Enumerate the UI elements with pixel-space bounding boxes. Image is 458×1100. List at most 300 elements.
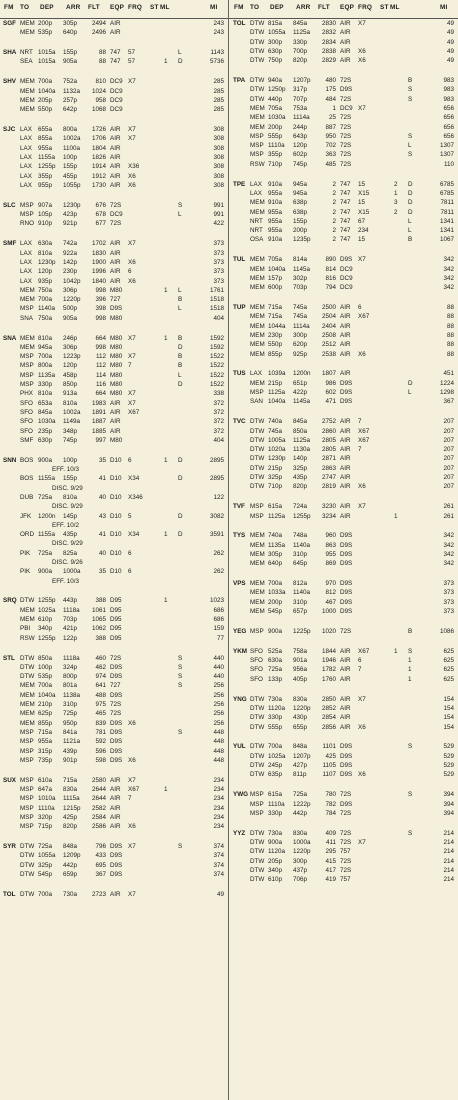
cell-eqp: M80	[110, 371, 123, 379]
cell-flt: 112	[95, 353, 106, 361]
cell-arr: 306p	[63, 343, 78, 351]
cell-to: SFO	[20, 427, 33, 435]
cell-dep: 715a	[268, 313, 283, 321]
cell-flt: 664	[95, 390, 106, 398]
cell-dep: 1015a	[38, 49, 56, 57]
schedule-row	[0, 663, 229, 672]
cell-to: LAX	[20, 126, 32, 134]
cell-mi: 394	[443, 791, 454, 799]
schedule-row	[230, 473, 458, 482]
cell-eqp: D9S	[340, 800, 353, 808]
schedule-row	[0, 77, 229, 86]
cell-arr: 100p	[63, 154, 78, 162]
schedule-row	[230, 847, 458, 856]
cell-to: MSP	[250, 512, 264, 520]
origin-code: TPE	[233, 180, 246, 188]
cell-eqp: AIR	[110, 181, 121, 189]
cell-mi: 448	[213, 756, 224, 764]
cell-arr: 812a	[293, 580, 308, 588]
cell-arr: 422p	[293, 389, 308, 397]
cell-st: 1	[164, 786, 168, 794]
cell-mi: 77	[216, 634, 224, 642]
cell-arr: 1130a	[293, 446, 311, 454]
origin-group	[0, 654, 229, 766]
cell-arr: 1230p	[63, 201, 81, 209]
cell-arr: 905a	[63, 314, 78, 322]
cell-eqp: AIR	[340, 322, 351, 330]
cell-to: RSW	[250, 160, 265, 168]
cell-ml: S	[408, 95, 413, 103]
schedule-row	[0, 144, 229, 153]
schedule-row	[0, 105, 229, 114]
cell-mi: 207	[443, 427, 454, 435]
cell-eqp: AIR	[110, 776, 121, 784]
cell-dep: 647a	[38, 786, 53, 794]
cell-flt: 998	[95, 343, 106, 351]
cell-dep: 1055a	[38, 852, 56, 860]
cell-eqp: AIR	[110, 154, 121, 162]
cell-to: MSP	[20, 823, 34, 831]
cell-mi: 88	[446, 313, 454, 321]
cell-to: MEM	[250, 560, 265, 568]
cell-dep: 1025a	[268, 752, 286, 760]
cell-flt: 367	[95, 870, 106, 878]
cell-mi: 367	[443, 398, 454, 406]
schedule-row	[0, 436, 229, 445]
cell-flt: 1065	[91, 616, 106, 624]
cell-arr: 707p	[293, 95, 308, 103]
cell-dep: 815a	[268, 20, 283, 27]
cell-mi: 656	[443, 114, 454, 122]
cell-flt: 664	[95, 334, 106, 342]
cell-dep: 535p	[38, 673, 53, 681]
cell-dep: 133p	[268, 675, 283, 683]
cell-frq: 57	[128, 58, 136, 66]
column-header: ML	[390, 4, 400, 11]
cell-mi: 256	[213, 701, 224, 709]
cell-eqp: D9S	[110, 852, 123, 860]
cell-frq: 7	[358, 418, 362, 426]
cell-flt: 415	[325, 857, 336, 865]
cell-dep: 1044a	[268, 322, 286, 330]
cell-arr: 810a	[63, 493, 78, 501]
cell-dep: 1033a	[268, 589, 286, 597]
cell-arr: 638p	[293, 199, 308, 207]
cell-ml: D	[408, 199, 413, 207]
cell-frq: X7	[128, 126, 136, 134]
cell-dep: 700a	[268, 743, 283, 751]
cell-eqp: D9S	[340, 580, 353, 588]
cell-eqp: AIR	[110, 408, 121, 416]
cell-dep: 810a	[38, 249, 53, 257]
cell-to: MEM	[20, 334, 35, 342]
cell-mi: 342	[443, 541, 454, 549]
cell-arr: 703p	[63, 616, 78, 624]
cell-flt: 1105	[322, 762, 336, 770]
cell-frq: 15	[358, 180, 366, 188]
column-header: FLT	[318, 4, 330, 11]
cell-flt: 1912	[91, 172, 106, 180]
cell-ml: L	[178, 211, 182, 219]
cell-arr: 703p	[293, 284, 308, 292]
cell-mi: 2895	[209, 475, 224, 483]
cell-dep: 900a	[268, 838, 283, 846]
schedule-row	[230, 226, 458, 235]
cell-ml: S	[408, 791, 413, 799]
cell-arr: 443p	[63, 597, 78, 605]
cell-arr: 458p	[63, 371, 78, 379]
cell-mi: 308	[213, 154, 224, 162]
cell-frq: X7	[128, 399, 136, 407]
cell-flt: 2850	[321, 695, 336, 703]
cell-mi: 373	[213, 268, 224, 276]
schedule-row	[230, 588, 458, 597]
schedule-row	[0, 804, 229, 813]
schedule-row	[0, 172, 229, 181]
origin-code: YYZ	[233, 829, 246, 837]
cell-mi: 656	[443, 104, 454, 112]
cell-dep: 610p	[268, 876, 283, 884]
origin-code: STL	[3, 654, 15, 662]
cell-ml: D	[178, 343, 183, 351]
cell-ml: S	[178, 673, 183, 681]
cell-eqp: AIR	[340, 29, 351, 37]
cell-ml: D	[178, 512, 183, 520]
origin-group	[230, 695, 458, 732]
schedule-row	[0, 728, 229, 737]
cell-mi: 49	[446, 38, 454, 46]
cell-dep: 935p	[38, 277, 53, 285]
cell-arr: 1140a	[293, 541, 311, 549]
cell-ml: L	[178, 305, 182, 313]
cell-to: DTW	[20, 852, 35, 860]
cell-frq: X6	[358, 771, 366, 779]
schedule-row	[230, 761, 458, 770]
cell-dep: 200p	[38, 20, 53, 27]
column-header: EQP	[110, 4, 125, 11]
cell-dep: 210p	[38, 701, 53, 709]
cell-mi: 308	[213, 181, 224, 189]
schedule-row	[230, 104, 458, 113]
cell-flt: 425	[325, 752, 336, 760]
cell-to: JFK	[20, 512, 32, 520]
cell-to: SFO	[250, 657, 263, 665]
schedule-row	[0, 737, 229, 746]
column-header: ARR	[66, 4, 81, 11]
cell-mi: 154	[443, 714, 454, 722]
cell-mi: 207	[443, 436, 454, 444]
cell-frq: X15	[358, 208, 370, 216]
cell-dep: 900a	[38, 568, 53, 576]
cell-mi: 686	[213, 606, 224, 614]
cell-arr: 657p	[293, 608, 308, 616]
cell-flt: 114	[95, 371, 106, 379]
cell-arr: 306p	[63, 286, 78, 294]
schedule-row	[0, 577, 229, 586]
cell-eqp: 747	[110, 49, 121, 57]
cell-dep: 1255p	[38, 163, 56, 171]
cell-dep: 940a	[268, 77, 283, 85]
cell-flt: 1887	[91, 418, 106, 426]
cell-flt: 88	[98, 49, 106, 57]
schedule-row	[230, 695, 458, 704]
cell-eqp: AIR	[340, 304, 351, 312]
cell-frq: X7	[128, 240, 136, 248]
cell-mi: 1224	[439, 379, 454, 387]
cell-flt: 1760	[321, 675, 336, 683]
cell-mi: 656	[443, 123, 454, 131]
cell-flt: 488	[95, 691, 106, 699]
schedule-row	[0, 427, 229, 436]
cell-mi: 3591	[209, 531, 224, 539]
cell-arr: 752a	[63, 78, 78, 86]
cell-frq: X67	[128, 786, 140, 794]
cell-eqp: AIR	[110, 29, 121, 37]
origin-group	[0, 239, 229, 323]
cell-eqp: 72S	[340, 123, 352, 131]
cell-eqp: AIR	[340, 350, 351, 358]
cell-to: MEM	[250, 265, 265, 273]
schedule-row	[230, 857, 458, 866]
cell-mi: 49	[216, 890, 224, 898]
cell-to: LAX	[20, 258, 32, 266]
cell-eqp: 747	[110, 58, 121, 66]
cell-mi: 285	[213, 96, 224, 104]
cell-to: LAX	[20, 172, 32, 180]
cell-to: MEM	[20, 29, 35, 37]
cell-to: MEM	[250, 104, 265, 112]
cell-mi: 1522	[209, 381, 224, 389]
cell-frq: 6	[358, 657, 362, 665]
cell-to: DTW	[20, 597, 35, 605]
cell-ml: D	[178, 381, 183, 389]
cell-mi: 373	[213, 258, 224, 266]
cell-mi: 308	[213, 135, 224, 143]
schedule-row	[0, 719, 229, 728]
cell-flt: 2580	[91, 776, 106, 784]
cell-to: DTW	[250, 829, 265, 837]
cell-arr: 901a	[293, 657, 308, 665]
cell-mi: 404	[213, 314, 224, 322]
cell-to: MSP	[20, 747, 34, 755]
cell-to: MEM	[250, 551, 265, 558]
cell-eqp: D9S	[340, 743, 353, 751]
cell-to: MEM	[250, 598, 265, 606]
cell-frq: X67	[358, 313, 370, 321]
cell-frq: 6	[128, 568, 132, 576]
cell-flt: 2	[332, 189, 336, 197]
schedule-row	[0, 794, 229, 803]
schedule-row	[0, 295, 229, 304]
cell-ml: D	[178, 456, 183, 464]
cell-dep: 1135a	[268, 541, 286, 549]
column-header: FRQ	[128, 4, 143, 11]
cell-dep: 725a	[38, 493, 53, 501]
cell-eqp: AIR	[110, 268, 121, 276]
cell-flt: 480	[325, 77, 336, 85]
cell-flt: 598	[95, 756, 106, 764]
schedule-row	[0, 334, 229, 343]
schedule-row	[230, 397, 458, 406]
cell-arr: 901p	[63, 756, 78, 764]
cell-dep: 320p	[38, 813, 53, 821]
cell-arr: 730a	[63, 890, 78, 898]
origin-group	[0, 77, 229, 114]
schedule-row	[230, 559, 458, 568]
schedule-row	[230, 742, 458, 751]
cell-flt: 2582	[91, 804, 106, 812]
cell-arr: 1132a	[63, 87, 81, 95]
cell-dep: 230p	[268, 331, 283, 339]
cell-frq: 57	[128, 49, 136, 57]
cell-to: DUB	[20, 493, 34, 501]
cell-flt: 1706	[91, 135, 106, 143]
cell-frq: X7	[358, 838, 366, 846]
cell-dep: 1040a	[38, 691, 56, 699]
cell-dep: 235p	[38, 427, 53, 435]
cell-mi: 243	[213, 20, 224, 27]
cell-eqp: D10	[110, 531, 122, 539]
cell-eqp: AIR	[340, 483, 351, 491]
cell-arr: 638p	[293, 208, 308, 216]
cell-arr: 800a	[63, 126, 78, 134]
cell-flt: 2829	[321, 57, 336, 65]
cell-eqp: D9S	[340, 560, 353, 568]
cell-frq: 6	[358, 304, 362, 312]
cell-dep: 1125a	[268, 389, 286, 397]
cell-mi: 214	[443, 857, 454, 865]
cell-dep: 300p	[268, 38, 283, 46]
cell-frq: X6	[358, 350, 366, 358]
cell-ml: L	[178, 371, 182, 379]
cell-dep: 855a	[38, 135, 53, 143]
cell-frq: 7	[128, 795, 132, 803]
cell-to: DTW	[250, 723, 265, 731]
cell-eqp: AIR	[110, 813, 121, 821]
cell-mi: 1086	[439, 627, 454, 635]
cell-dep: 630a	[38, 240, 53, 248]
cell-eqp: 72S	[340, 151, 352, 159]
schedule-row	[230, 445, 458, 454]
origin-group	[230, 531, 458, 568]
schedule-row	[230, 312, 458, 321]
schedule-row	[0, 19, 229, 28]
schedule-row	[230, 141, 458, 150]
cell-mi: 256	[213, 710, 224, 718]
cell-mi: 88	[446, 331, 454, 339]
schedule-row	[230, 417, 458, 426]
cell-eqp: AIR	[110, 144, 121, 152]
cell-dep: 710p	[268, 160, 283, 168]
cell-flt: 1885	[91, 427, 106, 435]
cell-mi: 88	[446, 304, 454, 312]
cell-to: MEM	[250, 256, 265, 264]
cell-to: DTW	[250, 838, 265, 846]
cell-mi: 261	[443, 503, 454, 511]
cell-eqp: AIR	[110, 240, 121, 248]
cell-dep: 955a	[38, 738, 53, 746]
cell-dep: 910p	[38, 220, 53, 228]
cell-eqp: M80	[110, 314, 123, 322]
schedule-row	[0, 162, 229, 171]
cell-flt: 2584	[91, 813, 106, 821]
cell-arr: 427p	[293, 762, 308, 770]
cell-dep: 1040a	[268, 398, 286, 406]
origin-group	[230, 303, 458, 359]
cell-arr: 801a	[63, 682, 78, 690]
cell-flt: 2805	[321, 446, 336, 454]
cell-mi: 154	[443, 723, 454, 731]
schedule-row	[230, 627, 458, 636]
cell-frq: X6	[358, 47, 366, 55]
cell-dep: 1120a	[268, 704, 286, 712]
schedule-row	[230, 866, 458, 875]
cell-flt: 1946	[321, 657, 336, 665]
cell-mi: 372	[213, 408, 224, 416]
cell-mi: 49	[446, 57, 454, 65]
cell-mi: 256	[213, 682, 224, 690]
schedule-row	[0, 530, 229, 539]
cell-arr: 230p	[63, 268, 78, 276]
schedule-row	[0, 747, 229, 756]
schedule-row	[230, 208, 458, 217]
cell-to: MEM	[250, 274, 265, 282]
cell-arr: 956a	[293, 666, 308, 674]
cell-ml: B	[178, 296, 183, 304]
cell-to: PHX	[20, 390, 33, 398]
cell-eqp: D9S	[340, 389, 353, 397]
cell-eqp: AIR	[340, 503, 351, 511]
cell-dep: 340p	[38, 625, 53, 633]
schedule-row	[0, 249, 229, 258]
cell-arr: 300p	[293, 857, 308, 865]
cell-dep: 600p	[268, 284, 283, 292]
cell-eqp: 72S	[110, 654, 122, 662]
cell-mi: 214	[443, 848, 454, 856]
origin-code: SHA	[3, 49, 17, 57]
cell-flt: 465	[95, 710, 106, 718]
cell-ml: D	[408, 208, 413, 216]
cell-arr: 310p	[293, 551, 308, 558]
schedule-row	[0, 681, 229, 690]
cell-arr: 430p	[293, 714, 308, 722]
cell-dep: 955a	[268, 217, 283, 225]
cell-dep: 700a	[268, 580, 283, 588]
origin-code: TYS	[233, 532, 246, 540]
cell-dep: 1030a	[38, 418, 56, 426]
cell-mi: 243	[213, 29, 224, 37]
cell-arr: 659p	[63, 870, 78, 878]
cell-mi: 1518	[209, 305, 224, 313]
cell-arr: 905a	[63, 58, 78, 66]
cell-arr: 155p	[293, 217, 308, 225]
cell-to: MEM	[250, 208, 265, 216]
cell-dep: 745a	[268, 427, 283, 435]
cell-eqp: M80	[110, 362, 123, 370]
cell-to: DTW	[250, 771, 265, 779]
cell-eqp: D9S	[110, 738, 123, 746]
cell-arr: 642p	[63, 106, 78, 114]
cell-mi: 373	[443, 608, 454, 616]
schedule-row	[0, 776, 229, 785]
cell-to: DTW	[250, 866, 265, 874]
cell-dep: 955a	[268, 189, 283, 197]
cell-arr: 325p	[293, 464, 308, 472]
cell-to: MEM	[250, 322, 265, 330]
cell-frq: X15	[358, 189, 370, 197]
cell-arr: 945a	[293, 180, 308, 188]
schedule-row	[0, 314, 229, 323]
